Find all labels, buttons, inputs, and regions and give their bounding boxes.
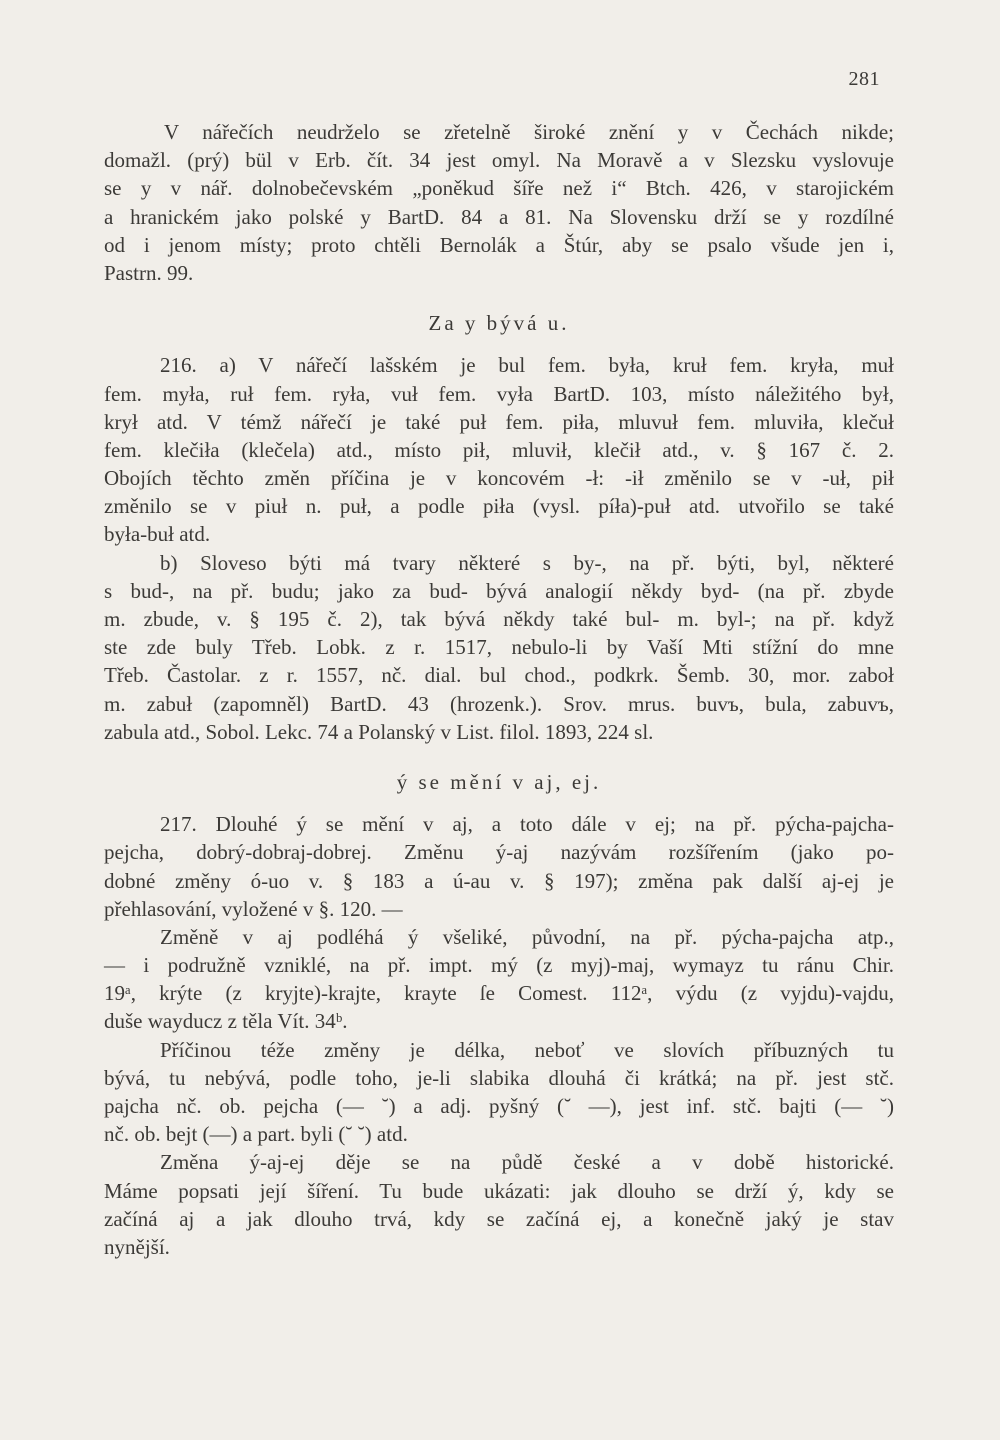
paragraph-line: pajcha nč. ob. pejcha (— ˘) a adj. pyšný (˘ —), jest inf. stč. bajti (— ˘) [104, 1094, 894, 1118]
paragraph-line: fem. klečiła (klečela) atd., místo pił, mluvił, klečił atd., v. § 167 č. 2. [104, 437, 894, 462]
paragraph-line: změnilo se v piuł n. puł, a podle piła (vysl. píła)-puł atd. utvořilo se také [104, 494, 894, 519]
paragraph-line: nč. ob. bejt (—) a part. byli (˘ ˘) atd. [104, 1122, 408, 1147]
paragraph-line: V nářečích neudrželo se zřetelně široké znění y v Čechách nikde; [164, 120, 894, 144]
section-heading: Za y bývá u. [428, 311, 570, 336]
paragraph-line: 19ᵃ, krýte (z kryjte)-krajte, krayte ſe Comest. 112ᵃ, výdu (z vyjdu)-vajdu, [104, 981, 894, 1006]
paragraph-line: začíná aj a jak dlouho trvá, kdy se začíná ej, a konečně jaký je stav [104, 1206, 894, 1231]
paragraph-line: od i jenom místy; proto chtěli Bernolák a Štúr, aby se psalo všude jen i, [104, 232, 894, 257]
paragraph-line: a hranickém jako polské y BartD. 84 a 81. Na Slovensku drží se y rozdílné [104, 204, 894, 229]
paragraph-line: Třeb. Častolar. z r. 1557, nč. dial. bul chod., podkrk. Šemb. 30, mor. zaboł [104, 663, 894, 688]
paragraph-line: Obojích těchto změn příčina je v koncovém -ł: -ił změnilo se v -uł, pił [104, 466, 894, 491]
section-heading: ý se mění v aj, ej. [396, 769, 602, 794]
paragraph-line: Pastrn. 99. [104, 260, 194, 285]
paragraph-line: přehlasování, vyložené v §. 120. — [104, 896, 403, 921]
paragraph-line: b) Sloveso býti má tvary některé s by-, na př. býti, byl, některé [160, 550, 894, 575]
paragraph-line: m. zabuł (zapomněl) BartD. 43 (hrozenk.). Srov. mrus. buvъ, bula, zabuvъ, [104, 691, 894, 716]
paragraph-line: ste zde buly Třeb. Lobk. z r. 1517, nebulo-li by Vaší Mti stížní do mne [104, 635, 894, 660]
page-text [104, 118, 894, 1261]
paragraph-line: m. zbude, v. § 195 č. 2), tak bývá někdy také bul- m. byl-; na př. když [104, 607, 894, 631]
paragraph-line: Příčinou téže změny je délka, neboť ve slovích příbuzných tu [160, 1037, 894, 1062]
paragraph-line: pejcha, dobrý-dobraj-dobrej. Změnu ý-aj nazývám rozšířením (jako po- [104, 840, 894, 865]
paragraph-line: Změně v aj podléhá ý všeliké, původní, na př. pýcha-pajcha atp., [160, 924, 894, 949]
paragraph-line: 216. a) V nářečí lašském je bul fem. była, kruł fem. kryła, muł [160, 353, 894, 378]
paragraph-line: se y v nář. dolnobečevském „poněkud šíře než i“ Btch. 426, v starojickém [104, 176, 894, 201]
paragraph-line: Máme popsati její šíření. Tu bude ukázati: jak dlouho se drží ý, kdy se [104, 1178, 894, 1203]
paragraph-line: domažl. (prý) bül v Erb. čít. 34 jest omyl. Na Moravě a v Slezsku vyslovuje [104, 148, 894, 173]
paragraph-line: s bud-, na př. budu; jako za bud- bývá analogií někdy byd- (na př. zbyde [104, 578, 894, 603]
paragraph-line: bývá, tu nebývá, podle toho, je-li slabika dlouhá či krátká; na př. jest stč. [104, 1065, 894, 1090]
paragraph-line: zabula atd., Sobol. Lekc. 74 a Polanský v List. filol. 1893, 224 sl. [104, 719, 654, 744]
paragraph-line: duše wayducz z těla Vít. 34ᵇ. [104, 1009, 348, 1034]
paragraph-line: nynější. [104, 1234, 170, 1259]
paragraph-line: fem. myła, ruł fem. ryła, vuł fem. vyła BartD. 103, místo náležitého był, [104, 381, 894, 406]
paragraph-line: 217. Dlouhé ý se mění v aj, a toto dále v ej; na př. pýcha-pajcha- [160, 812, 894, 837]
paragraph-line: dobné změny ó-uo v. § 183 a ú-au v. § 197); změna pak další aj-ej je [104, 868, 894, 893]
paragraph-line: była-buł atd. [104, 522, 211, 547]
page-number: 281 [848, 68, 880, 90]
paragraph-line: Změna ý-aj-ej děje se na půdě české a v době historické. [160, 1150, 894, 1175]
paragraph-line: — i podružně vzniklé, na př. impt. mý (z myj)-maj, wymayz tu ránu Chir. [104, 953, 894, 978]
paragraph-line: krył atd. V témž nářečí je také puł fem. piła, mluvuł fem. mluviła, klečuł [104, 409, 894, 434]
